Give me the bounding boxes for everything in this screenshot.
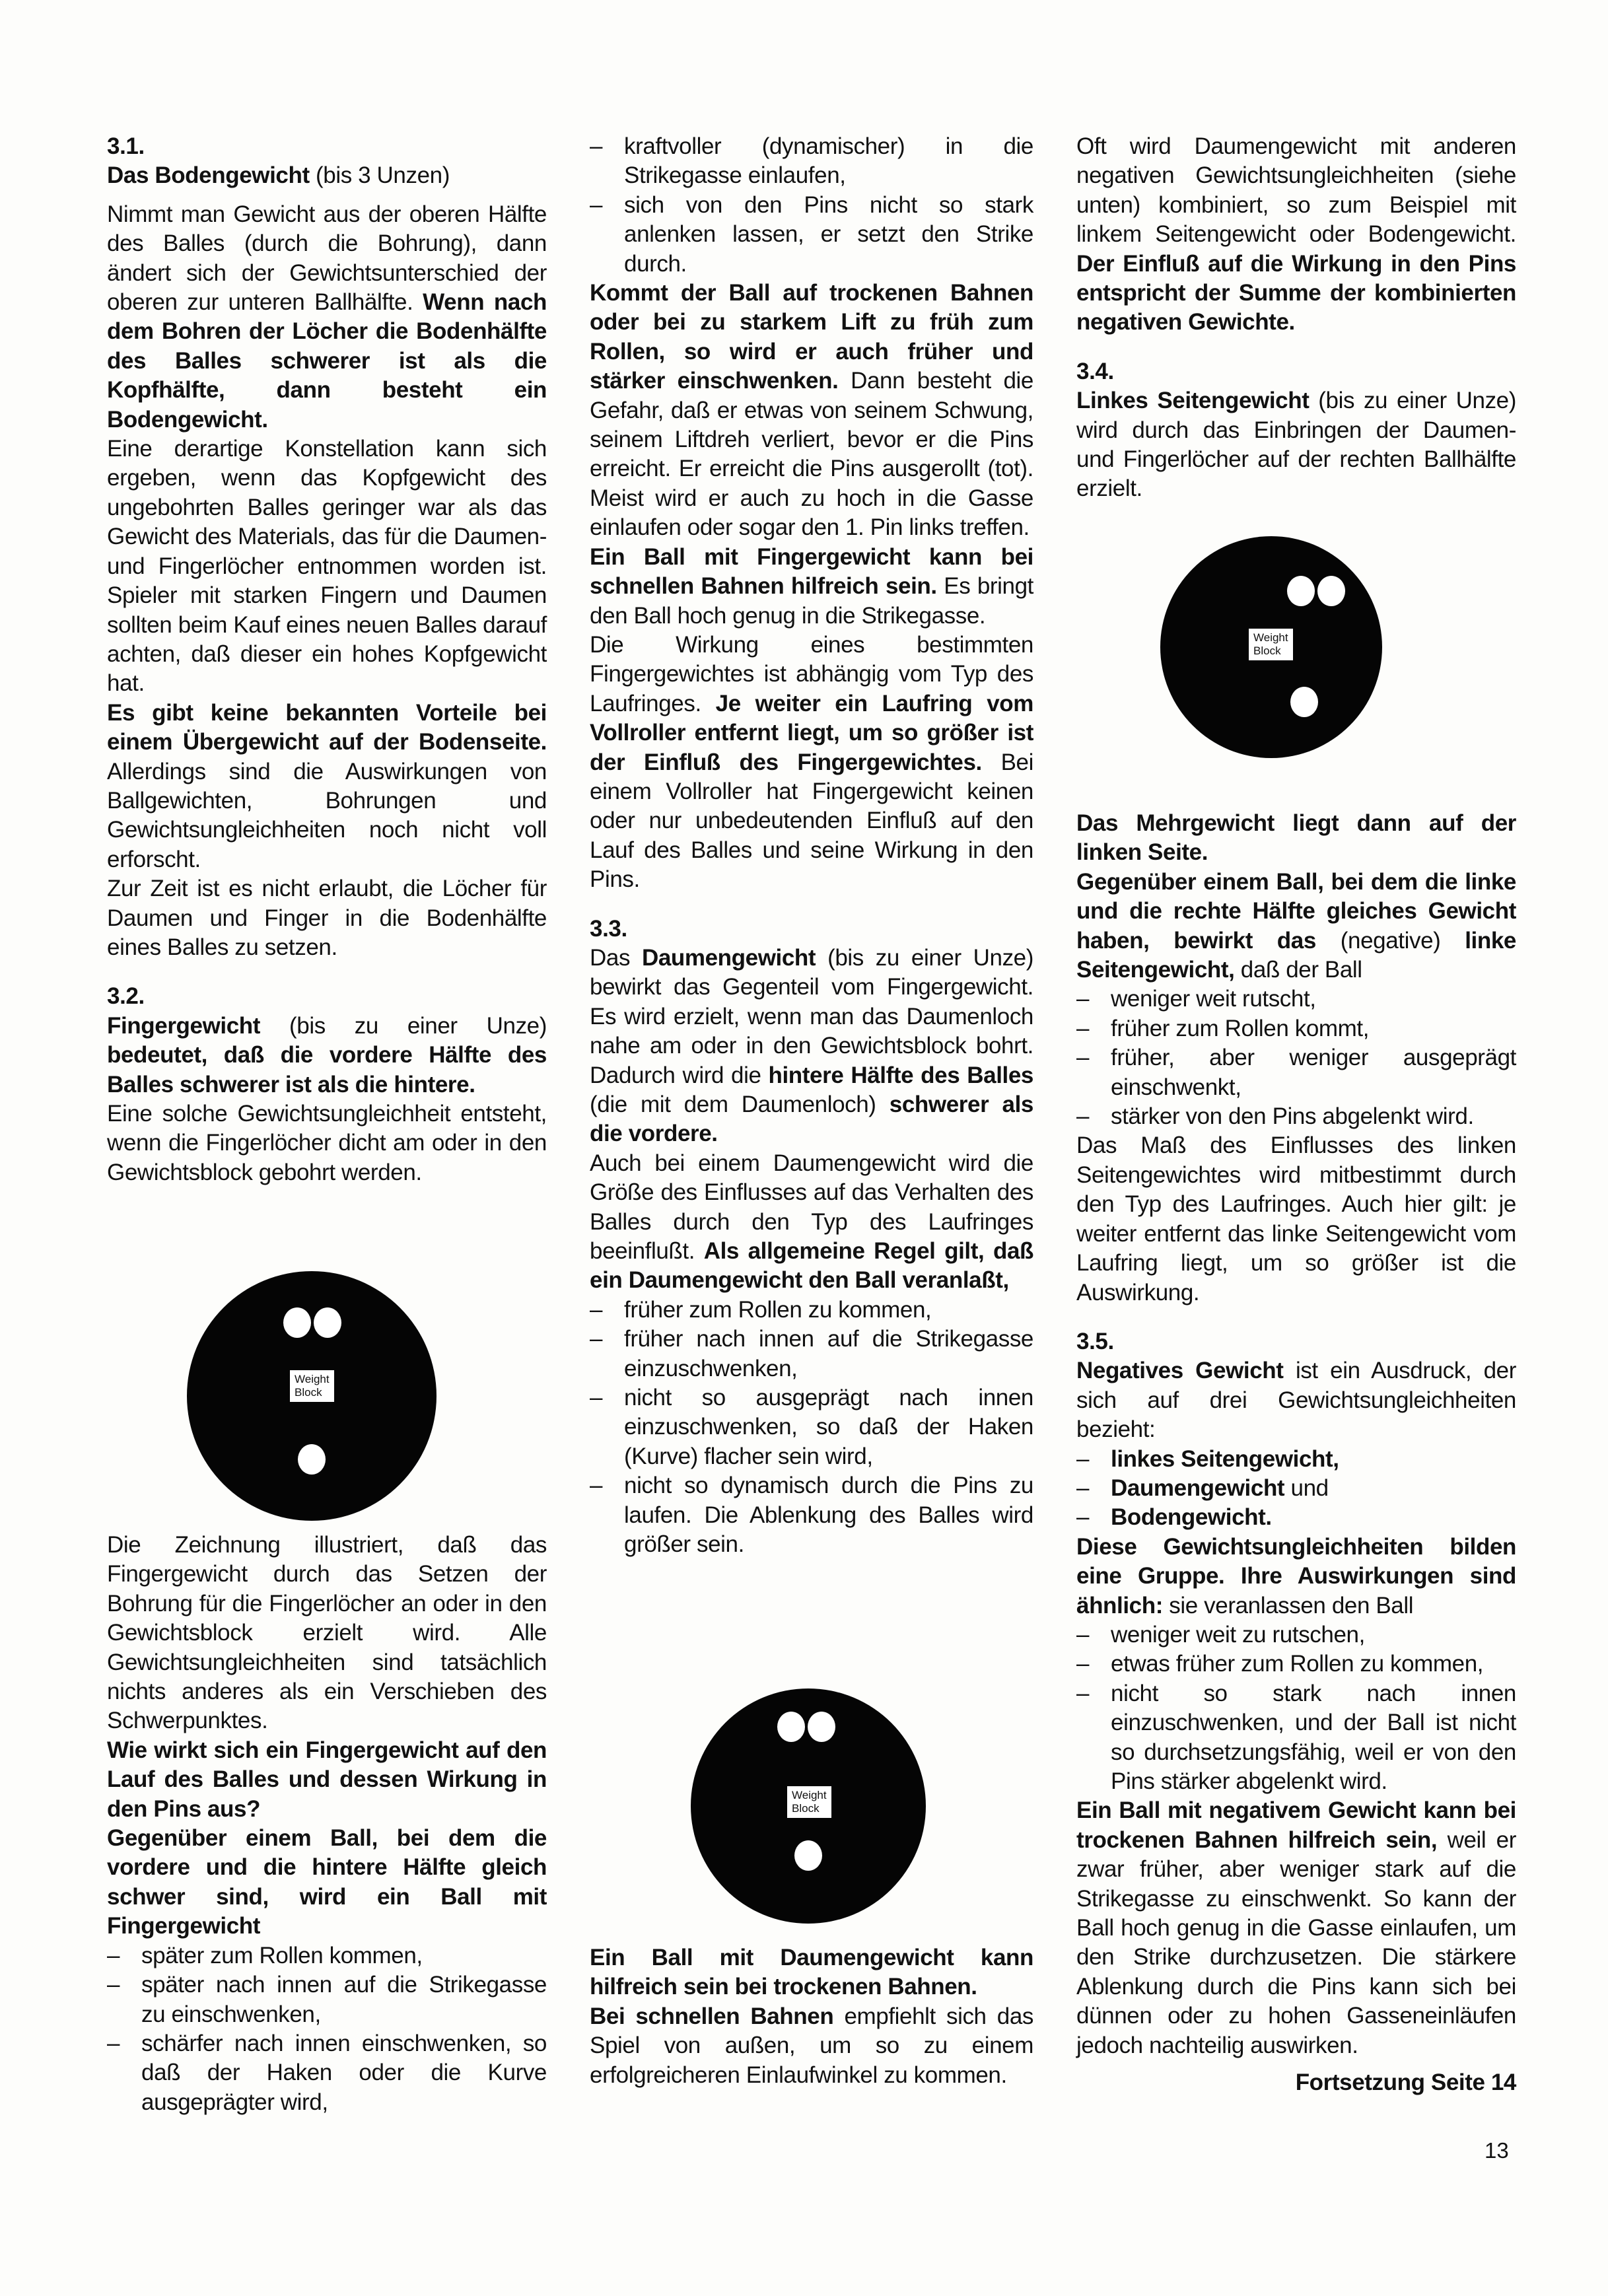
bold-text: Bei schnellen Bahnen (590, 2003, 834, 2029)
bold-text: Gegenüber einem Ball, bei dem die linke und die rechte Hälfte gleiches Gewicht haben, bewirkt das (1076, 868, 1516, 954)
text: Eine derartige Konstellation kann sich ergeben, wenn das Kopfgewicht des ungebohrten Balles geringer war als das Gewicht des Materials, das für die Daumen- und Fingerlöcher entnommen worden ist. Spieler mit starken Fingern und Daumen sollten beim Kauf eines neuen Balles darauf achten, daß dieser ein hohes Kopfgewicht hat. (107, 436, 547, 697)
list-item (107, 1941, 547, 1970)
bowling-ball-thumb-weight-figure (691, 1688, 926, 1924)
bold-text: 3.2. (107, 983, 145, 1010)
text: früher nach innen auf die Strikegasse einzuschwenken, (624, 1326, 1033, 1381)
text: Das Maß des Einflusses des linken Seitengewichtes wird mitbestimmt durch den Typ des Laufringes. Auch hier gilt: je weiter entfernt das linke Seitengewicht vom Laufring liegt, um so größer ist die Auswirkung. (1076, 1132, 1516, 1305)
paragraph (107, 1736, 547, 1824)
bold-text: Fingergewicht (107, 1012, 261, 1039)
bold-text: Das Mehrgewicht liegt dann auf der linken Seite. (1076, 810, 1516, 866)
bold-text: Kommt der Ball auf trockenen Bahnen oder bei zu starkem Lift zu früh zum Rollen, so wird er auch früher und stärker einschwenken. (590, 280, 1033, 394)
bold-text: Ein Ball mit Fingergewicht kann bei schnellen Bahnen hilfreich sein. (590, 543, 1033, 600)
section-number (590, 915, 1033, 944)
weight-label-line: Weight (295, 1373, 330, 1385)
paragraph (107, 435, 547, 699)
list-item (590, 1325, 1033, 1383)
text: ist ein Ausdruck, der sich auf drei Gewichtsungleichheiten bezieht: (1076, 1358, 1516, 1443)
paragraph (1076, 1796, 1516, 2096)
finger-hole (777, 1712, 805, 1742)
list-item (1076, 1445, 1516, 1474)
bold-text: schwerer als die vordere. (590, 1092, 1033, 1147)
dash-bullet: – (1076, 1445, 1090, 1472)
text: Eine solche Gewichtsungleichheit entsteht, wenn die Fingerlöcher dicht am oder in den Gewichtsblock gebohrt werden. (107, 1101, 547, 1185)
dash-bullet: – (1076, 1045, 1090, 1071)
text: (bis zu einer Unze) bewirkt das Gegenteil vom Fingergewicht. Es wird erzielt, wenn man das Daumenloch nahe am oder in den Gewichtsblock bohrt. Dadurch wird die (590, 944, 1033, 1088)
paragraph (1076, 1356, 1516, 1444)
text: Allerdings sind die Auswirkungen von Ballgewichten, Bohrungen und Gewichtsungleichheiten noch nicht voll erforscht. (107, 758, 547, 872)
section-spacer (1076, 1307, 1516, 1327)
paragraph (590, 631, 1033, 895)
text: daß der Ball (1234, 957, 1362, 983)
dash-bullet: – (107, 1942, 120, 1968)
column-2-bottom (590, 1943, 1033, 2090)
text: weil er zwar früher, aber weniger stark auf die Strikegasse zu einschwenkt. So kann der Ball hoch genug in die Gasse einlaufen, um den Strike durchzusetzen. Die stärkere Ablenkung durch die Pins kann sich bei dünnen oder zu hohen Gasseneinläufen jedoch nachteilig auswirken. (1076, 1826, 1516, 2058)
dash-bullet: – (1076, 1015, 1090, 1041)
paragraph (590, 543, 1033, 631)
bold-text: 3.1. (107, 133, 145, 159)
text: nicht so dynamisch durch die Pins zu laufen. Die Ablenkung des Balles wird größer sein. (624, 1473, 1033, 1558)
text: Die Wirkung eines bestimmten Fingergewichtes ist abhängig vom Typ des Laufringes. (590, 631, 1033, 716)
bold-text: linke Seitengewicht, (1076, 927, 1516, 983)
text: (negative) (1315, 927, 1465, 954)
bold-text: Das Bodengewicht (107, 162, 310, 189)
block-label-line: Block (295, 1386, 322, 1399)
text: nicht so stark nach innen einzuschwenken, und der Ball ist nicht so durchsetzungsfähig, weil er von den Pins stärker abgelenkt wird. (1111, 1680, 1516, 1794)
section-number (107, 982, 547, 1011)
text: Das (590, 944, 642, 971)
text: Auch bei einem Daumengewicht wird die Größe des Einflusses auf das Verhalten des Balles durch den Typ des Laufringes beeinflußt. (590, 1150, 1033, 1265)
dash-bullet: – (1076, 1504, 1090, 1531)
weight-label-line: Weight (792, 1789, 827, 1801)
text: schärfer nach innen einschwenken, so daß der Haken oder die Kurve ausgeprägter wird, (141, 2030, 547, 2115)
text: Oft wird Daumengewicht mit anderen negativen Gewichtsungleichheiten (siehe unten) kombiniert, so zum Beispiel mit linkem Seitengewicht oder Bodengewicht. (1076, 133, 1516, 248)
dash-bullet: – (107, 1972, 120, 1998)
text: stärker von den Pins abgelenkt wird. (1111, 1103, 1474, 1130)
paragraph (590, 944, 1033, 1149)
bold-text: 3.3. (590, 915, 627, 942)
bold-text: bedeutet, daß die vordere Hälfte des Balles schwerer ist als die hintere. (107, 1042, 547, 1097)
weight-block-label (787, 1786, 831, 1818)
list-item (1076, 1650, 1516, 1679)
column-1-bottom (107, 1531, 547, 2117)
weight-block-label (290, 1370, 334, 1402)
dash-bullet: – (1076, 1621, 1090, 1648)
text: weniger weit zu rutschen, (1111, 1621, 1365, 1648)
list-item (590, 1383, 1033, 1471)
bold-text: Gegenüber einem Ball, bei dem die vordere und die hintere Hälfte gleich schwer sind, wird ein Ball mit Fingergewicht (107, 1825, 547, 1939)
thumb-hole (794, 1840, 822, 1871)
bold-text: Ein Ball mit negativem Gewicht kann bei trockenen Bahnen hilfreich sein, (1076, 1797, 1516, 1853)
text: Nimmt man Gewicht aus der oberen Hälfte des Balles (durch die Bohrung), dann ändert sich der Gewichtsunterschied der oberen zur unteren Ballhälfte. (107, 201, 547, 316)
section-spacer (1076, 337, 1516, 357)
text: sich von den Pins nicht so stark anlenken lassen, er setzt den Strike durch. (624, 191, 1033, 277)
weight-block-label (1249, 629, 1293, 660)
bold-text: Je weiter ein Laufring vom Vollroller entfernt liegt, um so größer ist der Einfluß des Fingergewichtes. (590, 690, 1033, 775)
list-item (1076, 1503, 1516, 1532)
bold-text: linkes Seitengewicht, (1111, 1445, 1339, 1472)
thumb-hole (298, 1444, 326, 1475)
list-item (1076, 985, 1516, 1014)
paragraph (590, 2002, 1033, 2090)
list-item (1076, 1102, 1516, 1131)
bold-text: Es gibt keine bekannten Vorteile bei einem Übergewicht auf der Bodenseite. (107, 699, 547, 755)
column-1-top (107, 132, 547, 1187)
bold-text: Als allgemeine Regel gilt, daß ein Daumengewicht den Ball veranlaßt, (590, 1238, 1033, 1294)
bold-text: Negatives Gewicht (1076, 1358, 1284, 1384)
bold-text: Wenn nach dem Bohren der Löcher die Bodenhälfte des Balles schwerer ist als die Kopfhälfte, dann besteht ein Bodengewicht. (107, 289, 547, 433)
bold-text: Daumengewicht (1111, 1475, 1285, 1501)
bold-text: Diese Gewichtsungleichheiten bilden eine Gruppe. Ihre Auswirkungen sind ähnlich: (1076, 1533, 1516, 1618)
text: später zum Rollen kommen, (141, 1942, 423, 1968)
text: nicht so ausgeprägt nach innen einzuschwenken, so daß der Haken (Kurve) flacher sein wird, (624, 1385, 1033, 1469)
paragraph (107, 1531, 547, 1736)
paragraph (1076, 868, 1516, 985)
list-item (590, 191, 1033, 279)
list-item (590, 132, 1033, 191)
paragraph (107, 161, 547, 190)
list-item (1076, 1474, 1516, 1503)
column-2-top (590, 132, 1033, 1560)
block-label-line: Block (1253, 644, 1281, 657)
bold-text: Ein Ball mit Daumengewicht kann hilfreich sein bei trockenen Bahnen. (590, 1945, 1033, 2000)
text: kraftvoller (dynamischer) in die Strikegasse einlaufen, (624, 133, 1033, 189)
dash-bullet: – (107, 2030, 120, 2056)
text: Bei einem Vollroller hat Fingergewicht keinen oder nur unbedeutenden Einfluß auf den Lauf des Balles und seine Wirkung in den Pins. (590, 749, 1033, 893)
block-label-line: Block (792, 1802, 820, 1815)
text: Dann besteht die Gefahr, daß er etwas von seinem Schwung, seinem Liftdreh verliert, bevor er die Pins erreicht. Er erreicht die Pins ausgerollt (tot). Meist wird er auch zu hoch in die Gasse einlaufen oder sogar den 1. Pin links treffen. (590, 368, 1033, 541)
text: (bis 3 Unzen) (309, 162, 450, 189)
paragraph (107, 874, 547, 962)
text: (die mit dem Daumenloch) (590, 1092, 890, 1117)
list-item (1076, 1679, 1516, 1797)
text: sie veranlassen den Ball (1162, 1592, 1414, 1618)
column-3-bottom (1076, 809, 1516, 2097)
paragraph (107, 1824, 547, 1941)
finger-hole (1287, 576, 1315, 606)
finger-hole (283, 1307, 311, 1338)
text: früher zum Rollen zu kommen, (624, 1296, 932, 1323)
finger-hole (314, 1307, 341, 1338)
section-spacer (107, 191, 547, 200)
column-3-top (1076, 132, 1516, 504)
bold-text: hintere Hälfte des Balles (768, 1062, 1033, 1088)
text: (bis zu einer Unze) wird durch das Einbringen der Daumen- und Fingerlöcher auf der rechten Ballhälfte erzielt. (1076, 388, 1516, 502)
thumb-hole (1290, 687, 1318, 717)
text: früher, aber weniger ausgeprägt einschwenkt, (1111, 1045, 1516, 1100)
paragraph (107, 699, 547, 874)
bowling-ball-left-side-weight-figure (1160, 536, 1382, 758)
list-item (1076, 1014, 1516, 1043)
continuation-note: Fortsetzung Seite 14 (1295, 2070, 1516, 2096)
finger-hole (808, 1712, 835, 1742)
list-item (590, 1471, 1033, 1559)
text: etwas früher zum Rollen zu kommen, (1111, 1651, 1484, 1677)
text: empfiehlt sich das Spiel von außen, um so zu einem erfolgreicheren Einlaufwinkel zu kommen. (590, 2003, 1033, 2088)
bold-text: Wie wirkt sich ein Fingergewicht auf den Lauf des Balles und dessen Wirkung in den Pins aus? (107, 1737, 547, 1822)
dash-bullet: – (590, 191, 603, 218)
paragraph (1076, 1131, 1516, 1307)
dash-bullet: – (590, 1296, 603, 1323)
paragraph (107, 1012, 547, 1099)
section-number (107, 132, 547, 161)
section-number (1076, 357, 1516, 386)
dash-bullet: – (1076, 1680, 1090, 1706)
paragraph (1076, 132, 1516, 337)
list-item (107, 1970, 547, 2029)
paragraph (107, 200, 547, 435)
dash-bullet: – (1076, 1475, 1090, 1501)
text: Es bringt den Ball hoch genug in die Strikegasse. (590, 573, 1033, 629)
text: Die Zeichnung illustriert, daß das Fingergewicht durch das Setzen der Bohrung für die Fingerlöcher an oder in den Gewichtsblock erzielt wird. Alle Gewichtsungleichheiten sind tatsächlich nichts anderes als ein Verschieben des Schwerpunktes. (107, 1532, 547, 1734)
weight-label-line: Weight (1253, 631, 1288, 644)
text: später nach innen auf die Strikegasse zu einschwenken, (141, 1972, 547, 2027)
text: (bis zu einer Unze) (260, 1012, 547, 1039)
bold-text: Bodengewicht. (1111, 1504, 1272, 1531)
dash-bullet: – (1076, 1651, 1090, 1677)
list-item (107, 2029, 547, 2117)
bold-text: 3.5. (1076, 1328, 1114, 1354)
text: Zur Zeit ist es nicht erlaubt, die Löcher für Daumen und Finger in die Bodenhälfte eines Balles zu setzen. (107, 876, 547, 960)
dash-bullet: – (590, 133, 603, 159)
bold-text: Der Einfluß auf die Wirkung in den Pins entspricht der Summe der kombinierten negativen Gewichte. (1076, 250, 1516, 335)
dash-bullet: – (590, 1473, 603, 1499)
dash-bullet: – (590, 1326, 603, 1352)
text: früher zum Rollen kommt, (1111, 1015, 1370, 1041)
paragraph (1076, 386, 1516, 504)
finger-hole (1317, 576, 1345, 606)
list-item (590, 1296, 1033, 1325)
section-spacer (590, 895, 1033, 915)
text: weniger weit rutscht, (1111, 986, 1316, 1012)
bold-text: Daumengewicht (641, 944, 816, 971)
page-number: 13 (1485, 2138, 1509, 2163)
dash-bullet: – (1076, 986, 1090, 1012)
paragraph (590, 1943, 1033, 2002)
bold-text: 3.4. (1076, 358, 1114, 384)
paragraph (1076, 809, 1516, 868)
paragraph (590, 1149, 1033, 1296)
paragraph (590, 279, 1033, 543)
section-spacer (107, 962, 547, 982)
paragraph (107, 1099, 547, 1187)
text: und (1284, 1475, 1329, 1501)
dash-bullet: – (590, 1385, 603, 1411)
list-item (1076, 1043, 1516, 1102)
list-item (1076, 1620, 1516, 1650)
bold-text: Linkes Seitengewicht (1076, 388, 1310, 414)
section-number (1076, 1327, 1516, 1356)
dash-bullet: – (1076, 1103, 1090, 1130)
paragraph (1076, 1533, 1516, 1620)
bowling-ball-finger-weight-figure (187, 1271, 437, 1521)
